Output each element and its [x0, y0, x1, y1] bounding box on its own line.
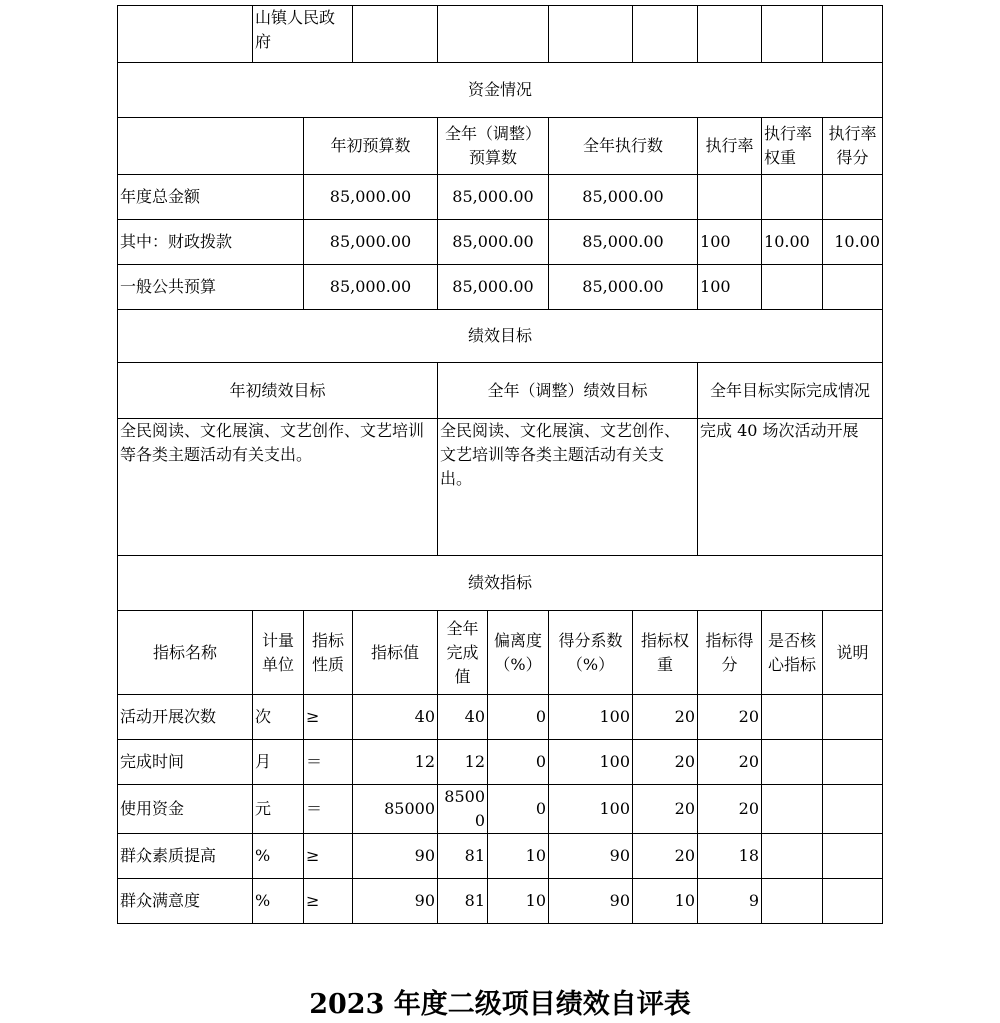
indicator-row	[118, 740, 883, 785]
indicator-row	[118, 695, 883, 740]
indicator-nature: ＝	[304, 740, 353, 785]
funds-row-adjusted: 85,000.00	[438, 220, 549, 265]
funds-row-weight: 10.00	[762, 220, 823, 265]
funds-row-label: 年度总金额	[118, 175, 304, 220]
indicator-done: 40	[438, 695, 488, 740]
indicator-header-score: 指标得分	[698, 611, 762, 695]
funds-row	[118, 265, 883, 310]
indicator-target: 85000	[353, 785, 438, 834]
indicator-note	[823, 879, 883, 924]
indicator-weight: 20	[633, 740, 698, 785]
empty-cell	[438, 6, 549, 63]
indicator-nature: ≥	[304, 834, 353, 879]
indicator-unit: 次	[253, 695, 304, 740]
indicator-nature: ≥	[304, 695, 353, 740]
indicator-weight: 20	[633, 695, 698, 740]
indicator-done: 81	[438, 879, 488, 924]
goals-section-title: 绩效目标	[118, 310, 883, 363]
indicator-deviation: 0	[488, 695, 549, 740]
indicator-target: 90	[353, 834, 438, 879]
indicator-target: 12	[353, 740, 438, 785]
funds-row-weight	[762, 175, 823, 220]
funds-row-adjusted: 85,000.00	[438, 175, 549, 220]
goals-actual-text: 完成 40 场次活动开展	[698, 419, 883, 556]
indicator-name: 活动开展次数	[118, 695, 253, 740]
funds-row-initial: 85,000.00	[304, 265, 438, 310]
indicator-weight: 10	[633, 879, 698, 924]
indicator-core	[762, 695, 823, 740]
empty-cell	[762, 6, 823, 63]
funds-row	[118, 175, 883, 220]
indicator-deviation: 10	[488, 834, 549, 879]
funds-row-score	[823, 175, 883, 220]
indicator-note	[823, 785, 883, 834]
indicator-header-done: 全年完成值	[438, 611, 488, 695]
goals-header-adjusted: 全年（调整）绩效目标	[438, 363, 698, 419]
indicator-core	[762, 879, 823, 924]
indicator-score: 20	[698, 740, 762, 785]
goals-adjusted-text: 全民阅读、文化展演、文艺创作、文艺培训等各类主题活动有关支出。	[438, 419, 698, 556]
funds-row-rate: 100	[698, 220, 762, 265]
funds-row-executed: 85,000.00	[549, 265, 698, 310]
funds-header-initial: 年初预算数	[304, 118, 438, 175]
next-table-title: 2023 年度二级项目绩效自评表	[309, 989, 691, 1020]
indicator-score: 20	[698, 695, 762, 740]
indicator-unit: %	[253, 879, 304, 924]
funds-row-executed: 85,000.00	[549, 175, 698, 220]
empty-cell	[118, 6, 253, 63]
goals-content-row	[118, 419, 883, 556]
goals-header-actual: 全年目标实际完成情况	[698, 363, 883, 419]
funds-row-adjusted: 85,000.00	[438, 265, 549, 310]
funds-header-weight: 执行率权重	[762, 118, 823, 175]
funds-row-label: 其中：财政拨款	[118, 220, 304, 265]
indicator-name: 完成时间	[118, 740, 253, 785]
funds-header-executed: 全年执行数	[549, 118, 698, 175]
indicator-target: 90	[353, 879, 438, 924]
funds-row-rate: 100	[698, 265, 762, 310]
indicator-target: 40	[353, 695, 438, 740]
goals-header-row	[118, 363, 883, 419]
empty-cell	[633, 6, 698, 63]
indicators-header-row	[118, 611, 883, 695]
indicator-header-target: 指标值	[353, 611, 438, 695]
indicator-row	[118, 785, 883, 834]
empty-cell	[698, 6, 762, 63]
org-row	[118, 6, 883, 63]
indicator-header-coefficient: 得分系数（%）	[549, 611, 633, 695]
indicator-weight: 20	[633, 834, 698, 879]
funds-row-initial: 85,000.00	[304, 220, 438, 265]
indicator-coefficient: 100	[549, 740, 633, 785]
indicator-header-nature: 指标性质	[304, 611, 353, 695]
funds-header-score: 执行率得分	[823, 118, 883, 175]
indicator-coefficient: 90	[549, 879, 633, 924]
indicator-weight: 20	[633, 785, 698, 834]
indicator-nature: ＝	[304, 785, 353, 834]
indicator-row	[118, 879, 883, 924]
funds-row-score: 10.00	[823, 220, 883, 265]
funds-header-rate: 执行率	[698, 118, 762, 175]
indicator-deviation: 10	[488, 879, 549, 924]
indicator-note	[823, 740, 883, 785]
indicator-note	[823, 834, 883, 879]
indicator-deviation: 0	[488, 785, 549, 834]
indicator-name: 群众素质提高	[118, 834, 253, 879]
indicator-score: 20	[698, 785, 762, 834]
funds-row	[118, 220, 883, 265]
indicator-row	[118, 834, 883, 879]
funds-row-executed: 85,000.00	[549, 220, 698, 265]
indicator-name: 群众满意度	[118, 879, 253, 924]
empty-cell	[353, 6, 438, 63]
funds-row-label: 一般公共预算	[118, 265, 304, 310]
funds-row-rate	[698, 175, 762, 220]
indicator-coefficient: 90	[549, 834, 633, 879]
funds-row-score	[823, 265, 883, 310]
indicator-unit: 月	[253, 740, 304, 785]
org-name-cell: 山镇人民政府	[253, 6, 353, 63]
indicator-header-weight: 指标权重	[633, 611, 698, 695]
goals-header-initial: 年初绩效目标	[118, 363, 438, 419]
indicators-section-title: 绩效指标	[118, 556, 883, 611]
goals-initial-text: 全民阅读、文化展演、文艺创作、文艺培训等各类主题活动有关支出。	[118, 419, 438, 556]
indicator-coefficient: 100	[549, 695, 633, 740]
funds-section-title: 资金情况	[118, 63, 883, 118]
indicator-note	[823, 695, 883, 740]
indicator-header-deviation: 偏离度（%）	[488, 611, 549, 695]
indicator-done: 81	[438, 834, 488, 879]
indicator-done: 12	[438, 740, 488, 785]
indicator-score: 18	[698, 834, 762, 879]
indicator-score: 9	[698, 879, 762, 924]
indicator-header-core: 是否核心指标	[762, 611, 823, 695]
performance-evaluation-table	[117, 5, 883, 924]
empty-cell	[118, 118, 304, 175]
indicator-nature: ≥	[304, 879, 353, 924]
empty-cell	[549, 6, 633, 63]
empty-cell	[823, 6, 883, 63]
indicator-core	[762, 834, 823, 879]
funds-header-adjusted: 全年（调整）预算数	[438, 118, 549, 175]
indicator-header-unit: 计量单位	[253, 611, 304, 695]
funds-header-row	[118, 118, 883, 175]
funds-row-weight	[762, 265, 823, 310]
funds-row-initial: 85,000.00	[304, 175, 438, 220]
indicator-header-note: 说明	[823, 611, 883, 695]
indicator-core	[762, 740, 823, 785]
indicator-unit: %	[253, 834, 304, 879]
indicator-name: 使用资金	[118, 785, 253, 834]
indicator-deviation: 0	[488, 740, 549, 785]
indicator-core	[762, 785, 823, 834]
indicator-coefficient: 100	[549, 785, 633, 834]
indicator-unit: 元	[253, 785, 304, 834]
indicator-done: 85000	[438, 785, 488, 834]
indicator-header-name: 指标名称	[118, 611, 253, 695]
